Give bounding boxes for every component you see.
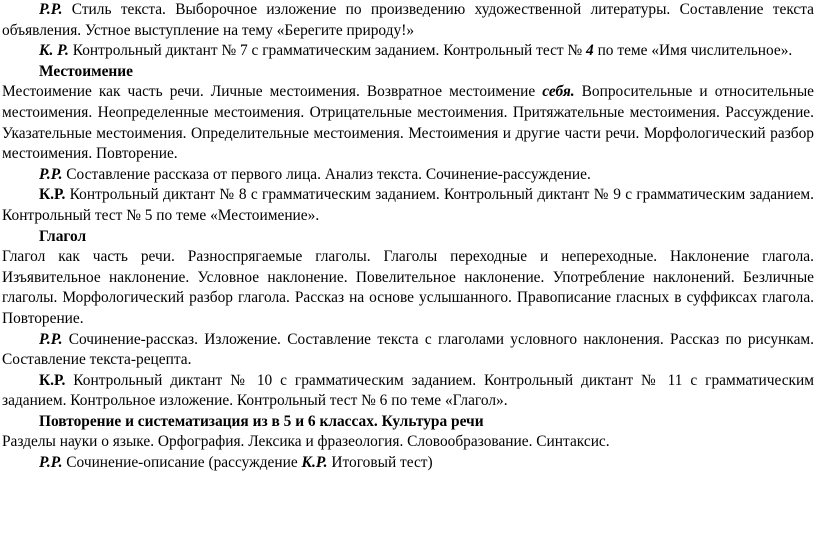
paragraph-text: Вопросительные и относительные местоимения. Неопределенные местоимения. Отрицательные местоимения. Притяжательные местоимения. Рассуждение. Указательные местоимения. Определительные местоимения. Местоимения и другие части речи. Морфологический разбор местоимения. Повторение.: [2, 83, 814, 163]
paragraph-control-3: [2, 371, 814, 412]
paragraph-text: Составление рассказа от первого лица. Анализ текста. Сочинение-рассуждение.: [62, 165, 591, 183]
label-kr: К.Р.: [39, 186, 66, 204]
label-rr: Р.Р.: [39, 454, 63, 472]
document-page: [2, 0, 814, 474]
section-heading-pronoun: Местоимение: [39, 62, 133, 80]
paragraph-text: Сочинение-рассказ. Изложение. Составление текста с глаголами условного наклонения. Рассказ по рисункам. Составление текста-рецепта.: [2, 330, 814, 369]
label-kr: К. Р.: [39, 42, 69, 60]
paragraph-pronoun-topics: [2, 82, 814, 164]
paragraph-text: Сочинение-описание (рассуждение: [62, 454, 302, 472]
emphasized-word: себя.: [542, 83, 575, 101]
paragraph-speech-dev-2: [2, 165, 814, 186]
paragraph-speech-dev-4: [2, 453, 814, 474]
paragraph-control-2: [2, 185, 814, 226]
paragraph-text: Итоговый тест): [327, 454, 433, 472]
label-rr: Р.Р.: [39, 165, 63, 183]
label-kr: К.Р.: [39, 371, 66, 389]
paragraph-speech-dev-3: [2, 330, 814, 371]
paragraph-text: по теме «Имя числительное».: [593, 42, 793, 60]
paragraph-speech-dev-1: [2, 0, 814, 41]
paragraph-text: Контрольный диктант № 7 с грамматическим заданием. Контрольный тест №: [68, 42, 587, 60]
label-rr: Р.Р.: [39, 1, 63, 18]
paragraph-text: Контрольный диктант № 10 с грамматическим заданием. Контрольный диктант № 11 с грамматическим заданием. Контрольное изложение. Контрольный тест № 6 по теме «Глагол».: [2, 371, 814, 410]
paragraph-control-1: [2, 41, 814, 62]
test-number: 4: [586, 42, 594, 60]
paragraph-review-topics: Разделы науки о языке. Орфография. Лексика и фразеология. Словообразование. Синтаксис.: [2, 433, 610, 451]
paragraph-text: Стиль текста. Выборочное изложение по произведению художественной литературы. Составление текста объявления. Устное выступление на тему «Берегите природу!»: [2, 1, 814, 39]
label-rr: Р.Р.: [39, 330, 63, 348]
paragraph-verb-topics: Глагол как часть речи. Разноспрягаемые глаголы. Глаголы переходные и непереходные. Наклонение глагола. Изъявительное наклонение. Условное наклонение. Повелительное наклонение. Употребление наклонений. Безличные глаголы. Морфологический разбор глагола. Рассказ на основе услышанного. Правописание гласных в суффиксах глагола. Повторение.: [2, 248, 814, 327]
section-heading-verb: Глагол: [39, 227, 87, 245]
label-kr: К.Р.: [301, 454, 328, 472]
section-heading-review: Повторение и систематизация из в 5 и 6 классах. Культура речи: [39, 412, 484, 430]
paragraph-text: Местоимение как часть речи. Личные местоимения. Возвратное местоимение: [2, 83, 543, 101]
paragraph-text: Контрольный диктант № 8 с грамматическим заданием. Контрольный диктант № 9 с грамматическим заданием. Контрольный тест № 5 по теме «Местоимение».: [2, 186, 814, 224]
